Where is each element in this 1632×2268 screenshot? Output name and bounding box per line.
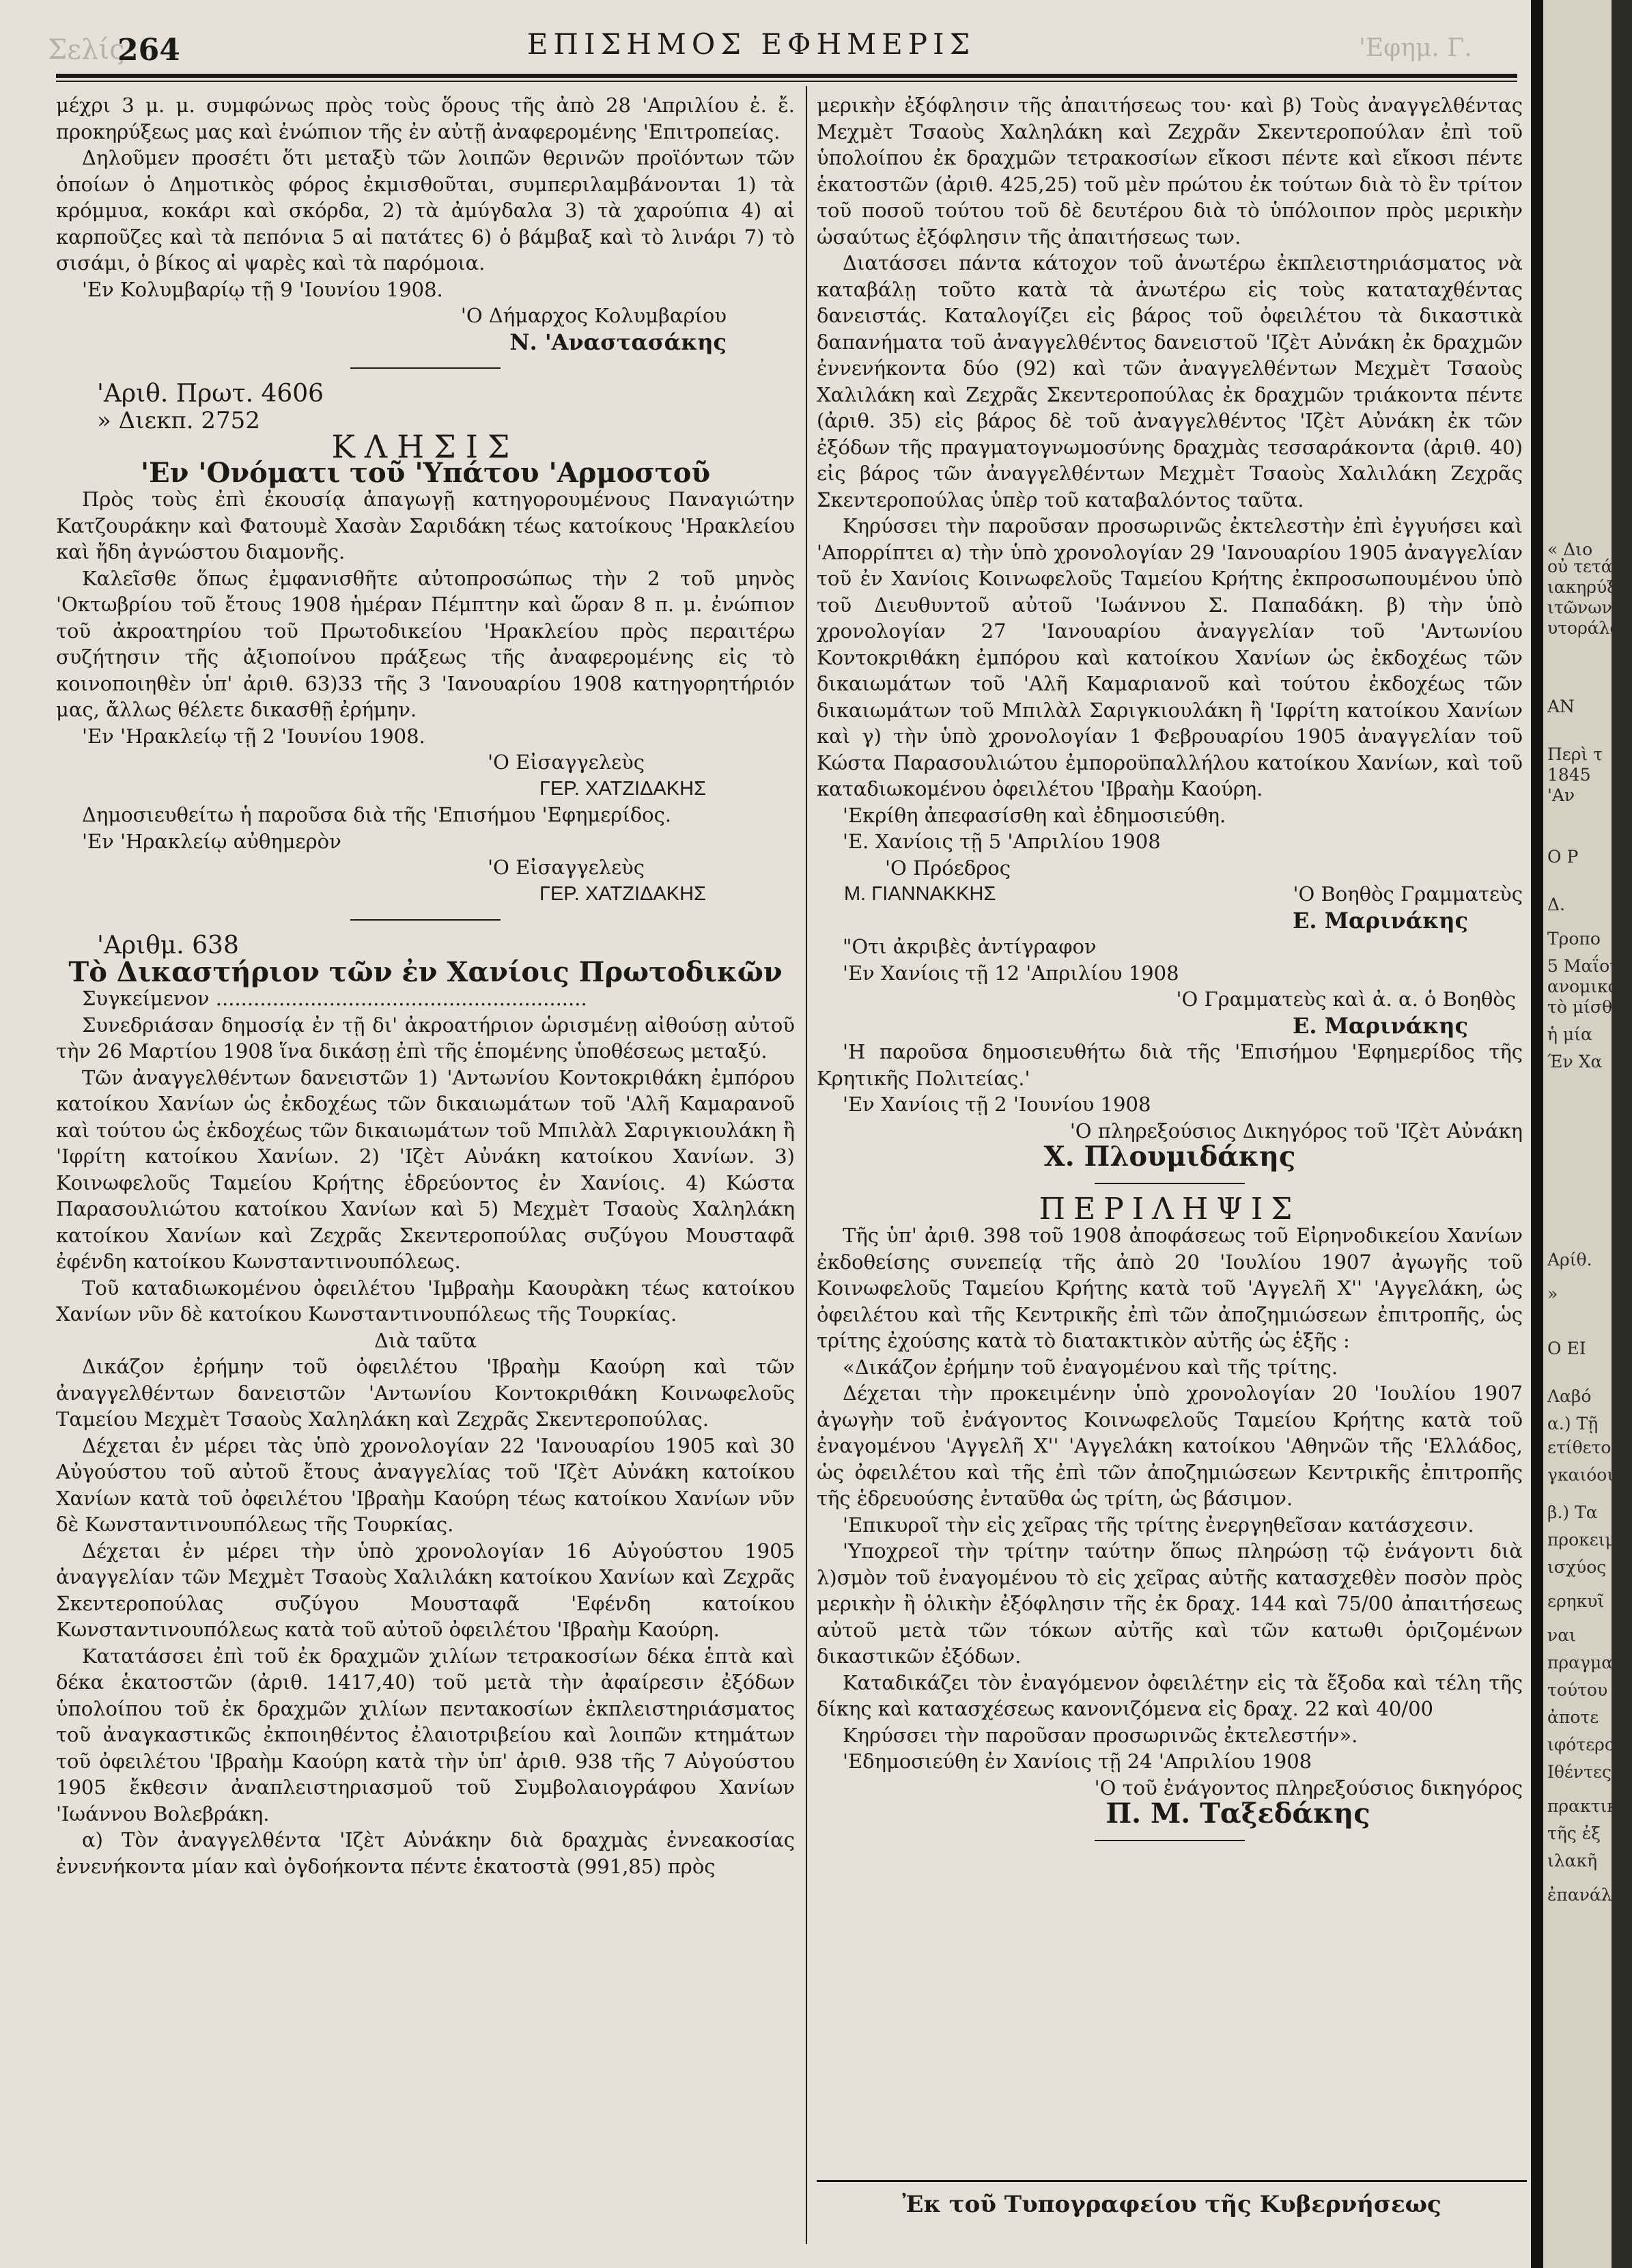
signature: Ε. Μαρινάκης: [1292, 907, 1468, 934]
adjacent-page-text: « Διο: [1547, 540, 1593, 559]
paragraph: Πρὸς τοὺς ἐπὶ ἐκουσίᾳ ἀπαγωγῇ κατηγορουμένους Παναγιώτην Κατζουράκην καὶ Φατουμὲ Χασὰν Σαριδάκη τέως κατοίκους 'Ηρακλείου καὶ ἤδη ἀγνώστου διαμονῆς.: [56, 488, 795, 563]
footer-rule: [817, 2180, 1527, 2182]
paragraph: Κηρύσσει τὴν παροῦσαν προσωρινῶς ἐκτελεστὴν ἐπὶ ἐγγυήσει καὶ 'Απορρίπτει α) τὴν ὑπὸ χρονολογίαν 29 'Ιανουαρίου 1905 ἀναγγελίαν τοῦ ἐν Χανίοις Κοινωφελοῦς Ταμείου Κρήτης ἐκπροσωπουμένου ὑπὸ τοῦ Διευθυντοῦ αὐτοῦ 'Ιωάννου Σ. Παπαδάκη. β) τὴν ὑπὸ χρονολογίαν 27 'Ιανουαρίου ἀναγγελίαν τοῦ 'Αντωνίου Κοντοκριθάκη ἐμπόρου καὶ κατοίκου Χανίων ὡς ἐκδοχέως τῶν δικαιωμάτων τοῦ 'Αλῆ Καμαριανοῦ καὶ τούτου ἐκδοχέως τῶν δικαιωμάτων τοῦ Μπιλὰλ Σαριγκιουλάκη ἢ 'Ιφρίτη κατοίκου Χανίων καὶ γ) τὴν ὑπὸ χρονολογίαν 1 Φεβρουαρίου 1905 ἀναγγελίαν τοῦ Κώστα Παρασουλιώτου ἐμποροϋπαλλήλου κατοίκου Χανίων, καὶ τοῦ καταδιωκομένου ὀφειλέτου 'Ιβραὴμ Καούρη.: [817, 514, 1523, 800]
paragraph: «Δικάζον ἐρήμην τοῦ ἐναγομένου καὶ τῆς τρίτης.: [843, 1355, 1338, 1379]
paragraph: 'Η παροῦσα δημοσιευθήτω διὰ τῆς 'Επισήμου 'Εφημερίδος τῆς Κρητικῆς Πολιτείας.': [817, 1040, 1523, 1090]
section-divider: [350, 919, 501, 921]
adjacent-page-text: Ο ΕΙ: [1547, 1339, 1586, 1358]
paragraph: Καταδικάζει τὸν ἐναγόμενον ὀφειλέτην εἰς τὰ ἔξοδα καὶ τέλη τῆς δίκης καὶ κατασχέσεως κανονιζόμενα εἰς δραχ. 22 καὶ 40/00: [817, 1670, 1523, 1720]
dateline: 'Εν Κολυμβαρίῳ τῇ 9 'Ιουνίου 1908.: [82, 277, 443, 301]
printer-imprint: Ἐκ τοῦ Τυπογραφείου τῆς Κυβερνήσεως: [902, 2191, 1441, 2218]
paragraph: μερικὴν ἐξόφλησιν τῆς ἀπαιτήσεως του· καὶ β) Τοὺς ἀναγγελθέντας Μεχμὲτ Τσαοὺς Χαληλάκη καὶ Ζεχρᾶν Σκεντεροπούλαν ἐπὶ τοῦ ὑπολοίπου ἐκ δραχμῶν τετρακοσίων εἴκοσι πέντε καὶ εἴκοσι πέντε ἑκατοστῶν (ἀριθ. 425,25) τοῦ μὲν πρώτου ἐκ τούτων διὰ τὸ ἓν τρίτον τοῦ ποσοῦ τούτου τοῦ δὲ δευτέρου διὰ τὸ ὑπόλοιπον πρὸς μερικὴν ὡσαύτως ἐξόφλησιν τῆς ἀπαιτήσεως των.: [817, 94, 1523, 249]
adjacent-page-text: Ιθέντες: [1547, 1762, 1612, 1782]
adjacent-page-text: β.) Τα: [1547, 1502, 1598, 1522]
dateline: 'Εν Χανίοις τῇ 2 'Ιουνίου 1908: [843, 1093, 1151, 1116]
ghost-header-right: 'Εφημ. Γ.: [1359, 34, 1472, 62]
adjacent-page-text: υτοράλα: [1547, 618, 1622, 638]
adjacent-page-text: ΑΝ: [1547, 697, 1575, 716]
dateline: 'Εν 'Ηρακλείῳ τῇ 2 'Ιουνίου 1908.: [82, 724, 425, 748]
signature: ΓΕΡ. ΧΑΤΖΙΔΑΚΗΣ: [539, 882, 706, 905]
adjacent-page-text: ἡ μία: [1547, 1024, 1592, 1044]
left-column: [56, 92, 795, 1879]
column-divider: [806, 86, 807, 2244]
adjacent-page-text: οὐ τετάρ: [1547, 557, 1623, 576]
adjacent-page-text: 1845: [1547, 765, 1591, 785]
paragraph: "Οτι ἀκριβὲς ἀντίγραφον: [843, 935, 1097, 958]
paragraph: 'Υποχρεοῖ τὴν τρίτην ταύτην ὅπως πληρώσῃ τῷ ἐνάγοντι διὰ λ)σμὸν τοῦ ἐναγομένου τὸ εἰς χεῖρας αὐτῆς κατασχεθὲν ποσὸν πρὸς μερικὴν ἢ ὁλικὴν ἐξόφλησιν τῆς ἐκ δραχ. 144 καὶ 75/00 ἀπαιτήσεως αὐτοῦ μετὰ τῶν τόκων αὐτῆς καὶ τῶν κατωθι ὁριζομένων δικαστικῶν ἐξόδων.: [817, 1539, 1523, 1668]
ghost-header-left: Σελίς: [48, 34, 125, 66]
signature: Ε. Μαρινάκης: [1292, 1012, 1468, 1039]
right-column: [817, 92, 1523, 1853]
adjacent-page-text: Αρίθ.: [1547, 1250, 1592, 1270]
adjacent-page-text: ανομικῶν: [1547, 977, 1632, 996]
decision-number: 'Αριθμ. 638: [97, 932, 239, 960]
paragraph: Καλεῖσθε ὅπως ἐμφανισθῆτε αὐτοπροσώπως τὴν 2 τοῦ μηνὸς 'Οκτωβρίου τοῦ ἔτους 1908 ἡμέραν Πέμπτην καὶ ὥραν 8 π. μ. ἐνώπιον τοῦ ἀκροατηρίου τοῦ Πρωτοδικείου 'Ηρακλείου πρὸς περαιτέρω συζήτησιν τῆς ἀξιοποίνου πράξεως τῆς ἀναφερομένης εἰς τὸ κοινοποιηθὲν ὑπ' ἀριθ. 63)33 τῆς 3 'Ιανουαρίου 1908 κατηγορητήριόν μας, ἄλλως θέλετε δικασθῇ ἐρήμην.: [56, 566, 795, 721]
paragraph: α) Τὸν ἀναγγελθέντα 'Ιζὲτ Αὐνάκην διὰ δραχμὰς ἐννεακοσίας ἐννενήκοντα μίαν καὶ ὀγδοήκοντα πέντε ἑκατοστὰ (991,85) πρὸς: [56, 1828, 795, 1878]
paragraph: Δηλοῦμεν προσέτι ὅτι μεταξὺ τῶν λοιπῶν θερινῶν προϊόντων τῶν ὁποίων ὁ Δημοτικὸς φόρος ἐκμισθοῦται, συμπεριλαμβάνονται 1) τὰ κρόμμυα, κοκάρι καὶ σκόρδα, 2) τὰ ἀμύγδαλα 3) τὰ χαρούπια 4) αἱ καρποῦζες καὶ τὰ πεπόνια 5 αἱ πατάτες 6) ὁ βάμβαξ καὶ τὸ λινάρι 7) τὸ σισάμι, ὁ βίκος αἱ ψαρὲς καὶ τὰ παρόμοια.: [56, 146, 795, 275]
paragraph: Δικάζον ἐρήμην τοῦ ὀφειλέτου 'Ιβραὴμ Καούρη καὶ τῶν ἀναγγελθέντων δανειστῶν 'Αντωνίου Κοντοκριθάκη Κοινωφελοῦς Ταμείου Μεχμὲτ Τσαοὺς Χαληλάκη καὶ Ζεχρᾶς Σκεντεροπούλας.: [56, 1355, 795, 1431]
section-divider: [350, 367, 501, 369]
adjacent-page-text: γκαιόουλ: [1547, 1465, 1629, 1485]
adjacent-page-text: τῆς ἐξ: [1547, 1823, 1601, 1843]
paragraph: Κηρύσσει τὴν παροῦσαν προσωρινῶς ἐκτελεστήν».: [843, 1723, 1358, 1747]
adjacent-page-text: ναι: [1547, 1625, 1576, 1645]
section-heading: ΚΛΗΣΙΣ: [331, 428, 520, 465]
section-heading: ΠΕΡΙΛΗΨΙΣ: [1039, 1191, 1301, 1227]
signatory-title: 'Ο Βοηθὸς Γραμματεὺς: [1293, 882, 1523, 906]
adjacent-page-fragment: [1543, 0, 1632, 2268]
paragraph: Δέχεται ἐν μέρει τὰς ὑπὸ χρονολογίαν 22 'Ιανουαρίου 1905 καὶ 30 Αὐγούστου τοῦ αὐτοῦ ἔτους ἀναγγελίας τοῦ 'Ιζὲτ Αὐνάκη κατοίκου Χανίων κατὰ τοῦ ὀφειλέτου 'Ιβραὴμ Καούρη τέως κατοίκου Χανίων νῦν δὲ Κωνσταντινουπόλεως τῆς Τουρκίας.: [56, 1433, 795, 1536]
adjacent-page-text: ἐπανάλη: [1547, 1885, 1622, 1905]
adjacent-page-text: Έν Χα: [1547, 1052, 1603, 1072]
adjacent-page-text: ιλακῆ: [1547, 1851, 1598, 1871]
paragraph: μέχρι 3 μ. μ. συμφώνως πρὸς τοὺς ὅρους τῆς ἀπὸ 28 'Απριλίου ἐ. ἔ. προκηρύξεως μας καὶ ἐνώπιον τῆς ἐν αὐτῇ ἀναφερομένης 'Επιτροπείας.: [56, 94, 795, 143]
signature-row: [817, 881, 1523, 908]
dateline: 'Ε. Χανίοις τῇ 5 'Απριλίου 1908: [843, 830, 1161, 853]
paragraph: Τῶν ἀναγγελθέντων δανειστῶν 1) 'Αντωνίου Κοντοκριθάκη ἐμπόρου κατοίκου Χανίων ὡς ἐκδοχέως τῶν δικαιωμάτων τοῦ 'Αλῆ Καμαρανοῦ καὶ τούτου ὡς ἐκδοχέως τῶν δικαιωμάτων τοῦ Μπιλὰλ Σαριγκιουλάκη ἢ 'Ιφρίτη κατοίκου Χανίων. 2) 'Ιζὲτ Αὐνάκη κατοίκου Χανίων. 3) Κοινωφελοῦς Ταμείου Κρήτης ἑδρεύοντος ἐν Χανίοις. 4) Κώστα Παρασουλιώτου κατοίκου Χανίων καὶ 5) Μεχμὲτ Τσαοὺς Χαληλάκη κατοίκου Χανίων καὶ Ζεχρᾶς Σκεντεροπούλας συζύγου Μουσταφᾶ ἐφένδη κατοίκου Κωνσταντινουπόλεως.: [56, 1065, 795, 1273]
dateline: 'Εν 'Ηρακλείῳ αὐθημερὸν: [82, 829, 341, 853]
signature: Μ. ΓΙΑΝΝΑΚΚΗΣ: [844, 883, 996, 905]
signatory-title: 'Ο Δήμαρχος Κολυμβαρίου: [460, 304, 727, 327]
adjacent-page-text: ιτῶνων: [1547, 598, 1612, 617]
section-heading: Τὸ Δικαστήριον τῶν ἐν Χανίοις Πρωτοδικῶν: [68, 955, 783, 988]
adjacent-page-text: ερηκυῖ: [1547, 1591, 1605, 1611]
adjacent-page-text: Ο Ρ: [1547, 847, 1579, 867]
page-gutter: [1531, 0, 1543, 2268]
signatory-title: 'Ο Εἰσαγγελεὺς: [488, 856, 645, 879]
paragraph: Συγκείμενον ...........................................................: [82, 987, 587, 1010]
section-divider: [1095, 1183, 1245, 1184]
adjacent-page-text: Δ.: [1547, 895, 1566, 914]
protocol-number: 'Αριθ. Πρωτ. 4606: [97, 380, 324, 408]
adjacent-page-text: »: [1547, 1284, 1558, 1304]
paragraph: 'Εκρίθη ἀπεφασίσθη καὶ ἐδημοσιεύθη.: [843, 803, 1226, 827]
adjacent-page-text: Τροπο: [1547, 929, 1601, 949]
adjacent-page-text: τούτου: [1547, 1680, 1608, 1700]
signature: ΓΕΡ. ΧΑΤΖΙΔΑΚΗΣ: [539, 777, 706, 800]
adjacent-page-text: ιακηρύξ: [1547, 577, 1616, 597]
adjacent-page-text: πραγματ: [1547, 1653, 1622, 1672]
dateline: 'Εδημοσιεύθη ἐν Χανίοις τῇ 24 'Απριλίου 1908: [843, 1750, 1312, 1773]
paragraph: Διατάσσει πάντα κάτοχον τοῦ ἀνωτέρω ἐκπλειστηριάσματος νὰ καταβάλῃ τοῦτο κατὰ τὰ ἀνωτέρω εἰς τοὺς καταταχθέντας δανειστάς. Καταλογίζει εἰς βάρος τοῦ ὀφειλέτου τὰ δικαστικὰ δαπανήματα τοῦ ἀναγγελθέντος δανειστοῦ 'Ιζὲτ Αὐνάκη ἐκ δραχμῶν ἐννενήκοντα δύο (92) καὶ τῶν ἀναγγελθέντων Μεχμὲτ Τσαοὺς Χαλιλάκη καὶ Ζεχρᾶς Σκεντεροπούλας ἐκ δραχμῶν τριάκοντα πέντε (ἀριθ. 35) εἰς βάρος δὲ τοῦ ἀναγγελθέντος 'Ιζὲτ Αὐνάκη ἐκ τῶν ἐξόδων τῆς πραγματογνωμοσύνης δραχμὰς τεσσαράκοντα (ἀριθ. 40) εἰς βάρος τῶν ἀναγγελθέντων Μεχμὲτ Τσαοὺς Χαλιλάκη Ζεχρᾶς Σκεντεροπούλας ὑπὲρ τοῦ καταβαλόντος ταῦτα.: [817, 251, 1523, 512]
adjacent-page-text: ιφότεροι: [1547, 1735, 1622, 1754]
section-divider: [1095, 1840, 1245, 1841]
paragraph: Τοῦ καταδιωκομένου ὀφειλέτου 'Ιμβραὴμ Καουρὰκη τέως κατοίκου Χανίων νῦν δὲ κατοίκου Κωνσταντινουπόλεως τῆς Τουρκίας.: [56, 1276, 795, 1326]
section-subheading: 'Εν 'Ονόματι τοῦ 'Υπάτου 'Αρμοστοῦ: [140, 456, 711, 489]
paragraph: Συνεδριάσαν δημοσίᾳ ἐν τῇ δι' ἀκροατήριον ὡρισμένῃ αἰθούσῃ αὐτοῦ τὴν 26 Μαρτίου 1908 ἵνα δικάσῃ ἐπὶ τῆς ἑπομένης ὑποθέσεως μεταξύ.: [56, 1013, 795, 1063]
adjacent-page-text: προκειμ: [1547, 1530, 1616, 1550]
signature: Ν. 'Αναστασάκης: [509, 328, 727, 355]
signatory-title: 'Ο τοῦ ἐνάγοντος πληρεξούσιος δικηγόρος: [1094, 1776, 1523, 1800]
adjacent-page-text: 'Αν: [1547, 785, 1575, 805]
paragraph: 'Επικυροῖ τὴν εἰς χεῖρας τῆς τρίτης ἐνεργηθεῖσαν κατάσχεσιν.: [843, 1513, 1474, 1537]
adjacent-page-text: 5 Μαΐου: [1547, 956, 1620, 976]
paragraph: Δέχεται τὴν προκειμένην ὑπὸ χρονολογίαν 20 'Ιουλίου 1907 ἀγωγὴν τοῦ ἐνάγοντος Κοινωφελοῦς Ταμείου Κρήτης κατὰ τοῦ ἐναγομένου 'Αγγελῆ Χ'' 'Αγγελάκη κατοίκου 'Αθηνῶν τῆς 'Ελλάδος, ὡς ὀφειλέτου καὶ τῆς ἐπὶ τῶν ἀποζημιώσεων Κεντρικῆς ἐπιτροπῆς τῆς ἑδρευούσης ἐνταῦθα ὡς τρίτη, ὡς βάσιμον.: [817, 1382, 1523, 1510]
page-title: ΕΠΙΣΗΜΟΣ ΕΦΗΜΕΡΙΣ: [526, 27, 976, 61]
page-number: 264: [117, 33, 180, 68]
paragraph: Κατατάσσει ἐπὶ τοῦ ἐκ δραχμῶν χιλίων τετρακοσίων δέκα ἑπτὰ καὶ δέκα ἑκατοστῶν (ἀριθ. 1417,40) τοῦ μετὰ τὴν ἀφαίρεσιν ἐξόδων ὑπολοίπου τοῦ ἐκ δραχμῶν χιλίων πεντακοσίων ἐκπλειστηριάσματος τοῦ ἀναγκαστικῶς ἐκποιηθέντος ἐλαιοτριβείου καὶ λοιπῶν κτημάτων τοῦ ὀφειλέτου 'Ιβραὴμ Καούρη κατὰ τὴν ὑπ' ἀριθ. 938 τῆς 7 Αὐγούστου 1905 ἔκθεσιν ἀναπλειστηριασμοῦ τοῦ Συμβολαιογράφου Χανίων 'Ιωάννου Βολεβράκη.: [56, 1644, 795, 1825]
signatory-title: 'Ο Πρόεδρος: [885, 856, 1011, 880]
adjacent-page-text: Λαβό: [1547, 1386, 1592, 1406]
adjacent-page-text: α.) Τῇ: [1547, 1414, 1599, 1433]
adjacent-page-text: Περὶ τ: [1547, 744, 1603, 764]
adjacent-page-text: τὸ μίσθω: [1547, 997, 1627, 1017]
signatory-title: 'Ο Γραμματεὺς καὶ ἀ. α. ὁ Βοηθὸς: [1176, 988, 1516, 1011]
adjacent-page-text: ἀποτε: [1547, 1707, 1599, 1727]
header-rule-thin: [56, 81, 1517, 82]
dateline: 'Εν Χανίοις τῇ 12 'Απριλίου 1908: [843, 961, 1179, 985]
subheading: Διὰ ταῦτα: [374, 1328, 477, 1352]
signatory-title: 'Ο πληρεξούσιος Δικηγόρος τοῦ 'Ιζὲτ Αὐνάκη: [1069, 1119, 1523, 1143]
paragraph: Δημοσιευθείτω ἡ παροῦσα διὰ τῆς 'Επισήμου 'Εφημερίδος.: [82, 803, 672, 826]
signatory-title: 'Ο Εἰσαγγελεὺς: [488, 751, 645, 774]
header-rule: [56, 74, 1517, 78]
dispatch-number: » Διεκπ. 2752: [97, 406, 260, 434]
paragraph: Δέχεται ἐν μέρει τὴν ὑπὸ χρονολογίαν 16 Αὐγούστου 1905 ἀναγγελίαν τῶν Μεχμὲτ Τσαοὺς Χαλιλάκη κατοίκου Χανίων καὶ Ζεχρᾶς Σκεντεροπούλας συζύγου Μουσταφᾶ 'Εφένδη κατοίκου Κωνσταντινουπόλεως κατὰ τοῦ αὐτοῦ ὀφειλέτου 'Ιβραὴμ Καούρη.: [56, 1539, 795, 1641]
adjacent-page-text: πρακτικ: [1547, 1796, 1618, 1816]
adjacent-page-text: ισχύος: [1547, 1557, 1607, 1577]
adjacent-page-text: ετίθετο: [1547, 1438, 1612, 1457]
signature: Χ. Πλουμιδάκης: [1043, 1140, 1296, 1173]
paragraph: Τῆς ὑπ' ἀριθ. 398 τοῦ 1908 ἀποφάσεως τοῦ Εἰρηνοδικείου Χανίων ἐκδοθείσης συνεπείᾳ τῆς ἀπὸ 20 'Ιουλίου 1907 ἀγωγῆς τοῦ Κοινωφελοῦς Ταμείου Κρήτης κατὰ τοῦ 'Αγγελῆ Χ'' 'Αγγελάκη, ὡς ὀφειλέτου καὶ τῆς Κεντρικῆς ἐπὶ τῶν ἀποζημιώσεων ἐπιτροπῆς, ὡς τρίτης ἐχούσης κατὰ τὸ διατακτικὸν αὐτῆς ὡς ἑξῆς :: [817, 1224, 1523, 1352]
signature: Π. Μ. Ταξεδάκης: [1106, 1797, 1370, 1830]
